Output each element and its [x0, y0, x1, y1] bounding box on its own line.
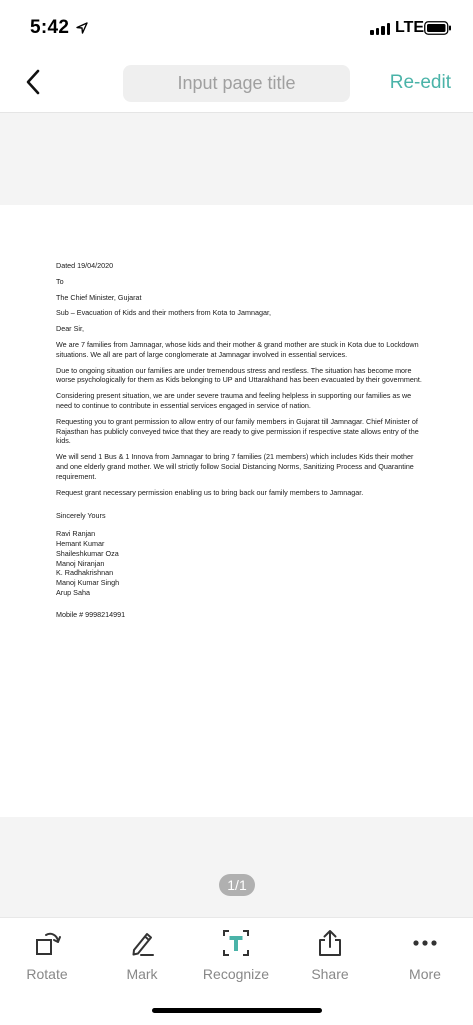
recognize-button[interactable] [189, 928, 283, 990]
signatory: Hemant Kumar [56, 538, 105, 548]
rotate-label: Rotate [26, 966, 68, 982]
letter-content [56, 261, 422, 626]
pencil-icon [95, 928, 189, 958]
signatory: K. Radhakrishnan [56, 568, 114, 578]
letter-paragraph: Considering present situation, we are under severe trauma and feeling helpless in supporting our families as we need to continue to contribute in essential services engaged in service of nation. [56, 391, 412, 410]
share-button[interactable] [283, 928, 377, 990]
signatory: Arup Saha [56, 587, 90, 597]
letter-recipient: The Chief Minister, Gujarat [56, 292, 142, 302]
mark-label: Mark [126, 966, 158, 982]
letter-to: To [56, 276, 64, 286]
letter-paragraph: Request grant necessary permission enabling us to bring back our family members to Jamnagar. [56, 487, 364, 497]
rotate-button[interactable] [0, 928, 94, 990]
back-button[interactable] [16, 67, 50, 101]
letter-paragraph: We will send 1 Bus & 1 Innova from Jamnagar to bring 7 families (21 members) which includes Kids their mother and one elderly grand mother. We will strictly follow Social Distancing Norms, Sanitizing Process and Quarantine requirement. [56, 452, 414, 481]
page-indicator: 1/1 [219, 874, 255, 896]
reedit-button[interactable]: Re-edit [389, 72, 451, 93]
location-arrow-icon [76, 21, 88, 39]
signatory: Ravi Ranjan [56, 529, 96, 539]
signatory: Shaileshkumar Oza [56, 548, 119, 558]
home-indicator [152, 1008, 322, 1013]
more-label: More [409, 966, 441, 982]
letter-closing: Sincerely Yours [56, 511, 106, 521]
signal-icon [370, 23, 390, 35]
network-type: LTE [395, 19, 425, 36]
battery-icon [424, 21, 452, 35]
letter-paragraph: We are 7 families from Jamnagar, whose kids and their mother & grand mother are stuck in Kota due to Lockdown situations. We all are part of large conglomerate at Jamnagar involved in essential services. [56, 339, 419, 359]
share-icon [283, 928, 377, 958]
back-chevron-icon [25, 69, 41, 100]
page-title-input[interactable] [123, 65, 350, 102]
more-dots-icon [378, 928, 472, 958]
letter-mobile: Mobile # 9998214991 [56, 609, 126, 619]
nav-bar [0, 56, 473, 113]
letter-paragraph: Due to ongoing situation our families are under tremendous stress and restless. The situation has become more worse psychologically for them as Kids belonging to UP and Uttarakhand has been evacuated by their government. [56, 365, 422, 385]
letter-date: Dated 19/04/2020 [56, 261, 114, 270]
rotate-icon [0, 928, 94, 958]
letter-paragraph: Requesting you to grant permission to allow entry of our family members in Gujarat till Jamnagar. Chief Minister of Rajasthan has publicly conveyed twice that they are ready to give permission if respective state allows entry of the kids. [56, 416, 419, 446]
letter-salutation: Dear Sir, [56, 324, 84, 334]
mark-button[interactable] [95, 928, 189, 990]
recognize-label: Recognize [202, 966, 270, 982]
document-canvas[interactable] [0, 113, 473, 917]
letter-subject: Sub – Evacuation of Kids and their mothers from Kota to Jamnagar, [56, 308, 271, 318]
status-time: 5:42 [30, 17, 70, 38]
status-bar [0, 0, 473, 56]
share-label: Share [311, 966, 349, 982]
more-button[interactable] [378, 928, 472, 990]
text-recognize-icon [189, 928, 283, 958]
document-page[interactable] [0, 205, 473, 817]
signatory: Manoj Niranjan [56, 558, 105, 568]
signatory: Manoj Kumar Singh [56, 578, 120, 588]
